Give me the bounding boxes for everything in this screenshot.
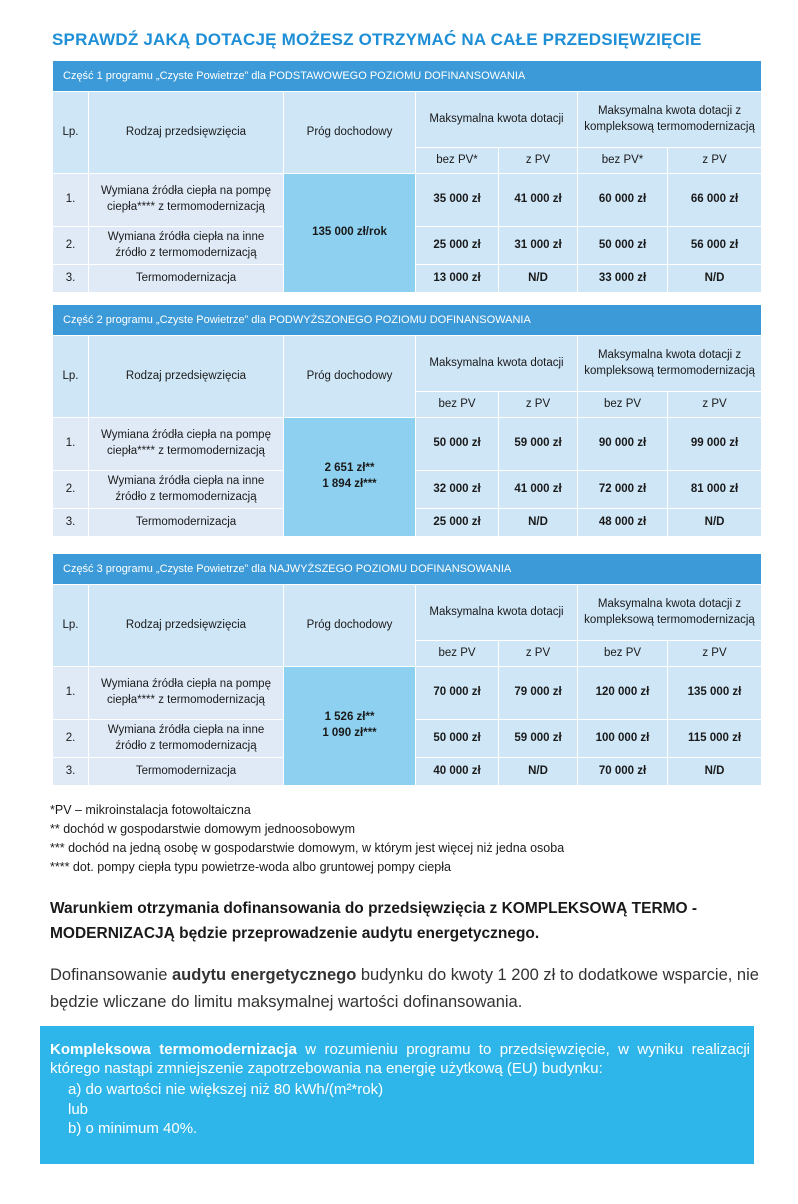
income-threshold: 135 000 zł/rok: [284, 174, 416, 293]
definition-body: w rozumieniu programu to przedsięwzięcie, w wyniku realizacji którego nastąpi zmniejszenie zapotrzebowania na energię użytkową (EU) budynku:: [50, 1041, 750, 1078]
value-complex-with-pv: 115 000 zł: [668, 720, 762, 758]
value-complex-with-pv: 56 000 zł: [668, 227, 762, 265]
value-with-pv: N/D: [499, 758, 578, 786]
row-number: 3.: [53, 509, 89, 537]
col-header-max-grant: Maksymalna kwota dotacji: [416, 92, 578, 148]
value-complex-without-pv: 70 000 zł: [578, 758, 668, 786]
page-heading: SPRAWDŹ JAKĄ DOTACJĘ MOŻESZ OTRZYMAĆ NA CAŁE PRZEDSIĘWZIĘCIE: [52, 30, 702, 49]
value-complex-without-pv: 48 000 zł: [578, 509, 668, 537]
row-type: Termomodernizacja: [89, 265, 284, 293]
col-header-complex-without-pv: bez PV: [578, 641, 668, 667]
subsidy-table-2: [52, 304, 762, 537]
col-header-complex-with-pv: z PV: [668, 148, 762, 174]
row-number: 1.: [53, 174, 89, 227]
value-with-pv: 79 000 zł: [499, 667, 578, 720]
income-threshold: 2 651 zł** 1 894 zł***: [284, 418, 416, 537]
definition-items: [68, 1080, 383, 1139]
value-with-pv: 59 000 zł: [499, 720, 578, 758]
definition-bold: Kompleksowa termomodernizacja: [50, 1041, 297, 1058]
row-number: 2.: [53, 471, 89, 509]
row-number: 1.: [53, 418, 89, 471]
value-complex-without-pv: 100 000 zł: [578, 720, 668, 758]
row-type: Wymiana źródła ciepła na pompę ciepła**** z termomodernizacją: [89, 174, 284, 227]
col-header-without-pv: bez PV: [416, 641, 499, 667]
col-header-max-grant-complex: Maksymalna kwota dotacji z kompleksową termomodernizacją: [578, 336, 762, 392]
col-header-lp: Lp.: [53, 336, 89, 418]
definition-item-a: a) do wartości nie większej niż 80 kWh/(m²*rok): [68, 1081, 384, 1098]
definition-box: [40, 1026, 754, 1164]
value-without-pv: 50 000 zł: [416, 720, 499, 758]
value-complex-without-pv: 60 000 zł: [578, 174, 668, 227]
footnote-single: ** dochód w gospodarstwie domowym jednoosobowym: [50, 822, 356, 836]
footnote-heat-pump: **** dot. pompy ciepła typu powietrze-woda albo gruntowej pompy ciepła: [50, 860, 451, 874]
value-without-pv: 25 000 zł: [416, 509, 499, 537]
audit-condition-text: Warunkiem otrzymania dofinansowania do przedsięwzięcia z KOMPLEKSOWĄ TERMO - MODERNIZACJĄ będzie przeprowadzenie audytu energetycznego.: [50, 900, 698, 942]
col-header-with-pv: z PV: [499, 641, 578, 667]
value-with-pv: N/D: [499, 509, 578, 537]
row-type: Wymiana źródła ciepła na inne źródło z termomodernizacją: [89, 227, 284, 265]
value-without-pv: 70 000 zł: [416, 667, 499, 720]
col-header-without-pv: bez PV*: [416, 148, 499, 174]
col-header-max-grant-complex: Maksymalna kwota dotacji z kompleksową termomodernizacją: [578, 585, 762, 641]
col-header-max-grant: Maksymalna kwota dotacji: [416, 585, 578, 641]
col-header-max-grant-complex: Maksymalna kwota dotacji z kompleksową termomodernizacją: [578, 92, 762, 148]
audit-paragraph: [50, 962, 760, 1016]
value-complex-without-pv: 72 000 zł: [578, 471, 668, 509]
table-caption: Część 1 programu „Czyste Powietrze” dla PODSTAWOWEGO POZIOMU DOFINANSOWANIA: [53, 61, 762, 92]
row-number: 3.: [53, 265, 89, 293]
row-number: 1.: [53, 667, 89, 720]
footnote-pv: *PV – mikroinstalacja fotowoltaiczna: [50, 803, 251, 817]
value-without-pv: 50 000 zł: [416, 418, 499, 471]
col-header-threshold: Próg dochodowy: [284, 336, 416, 418]
col-header-with-pv: z PV: [499, 392, 578, 418]
col-header-complex-without-pv: bez PV: [578, 392, 668, 418]
row-number: 2.: [53, 227, 89, 265]
row-type: Termomodernizacja: [89, 509, 284, 537]
row-type: Wymiana źródła ciepła na inne źródło z termomodernizacją: [89, 471, 284, 509]
value-with-pv: 59 000 zł: [499, 418, 578, 471]
row-type: Wymiana źródła ciepła na pompę ciepła**** z termomodernizacją: [89, 418, 284, 471]
value-without-pv: 13 000 zł: [416, 265, 499, 293]
value-complex-with-pv: N/D: [668, 758, 762, 786]
value-complex-with-pv: N/D: [668, 509, 762, 537]
col-header-with-pv: z PV: [499, 148, 578, 174]
footnote-multi: *** dochód na jedną osobę w gospodarstwie domowym, w którym jest więcej niż jedna osoba: [50, 841, 565, 855]
income-threshold: 1 526 zł** 1 090 zł***: [284, 667, 416, 786]
col-header-complex-with-pv: z PV: [668, 641, 762, 667]
value-without-pv: 25 000 zł: [416, 227, 499, 265]
col-header-lp: Lp.: [53, 585, 89, 667]
value-with-pv: 41 000 zł: [499, 471, 578, 509]
row-type: Wymiana źródła ciepła na pompę ciepła**** z termomodernizacją: [89, 667, 284, 720]
value-without-pv: 35 000 zł: [416, 174, 499, 227]
value-with-pv: N/D: [499, 265, 578, 293]
table-caption: Część 2 programu „Czyste Powietrze” dla PODWYŻSZONEGO POZIOMU DOFINANSOWANIA: [53, 305, 762, 336]
row-type: Termomodernizacja: [89, 758, 284, 786]
row-number: 2.: [53, 720, 89, 758]
col-header-lp: Lp.: [53, 92, 89, 174]
value-complex-with-pv: N/D: [668, 265, 762, 293]
value-complex-without-pv: 120 000 zł: [578, 667, 668, 720]
value-with-pv: 31 000 zł: [499, 227, 578, 265]
definition-item-or: lub: [68, 1100, 89, 1118]
row-number: 3.: [53, 758, 89, 786]
audit-text-after: budynku do kwoty 1 200 zł to dodatkowe wsparcie, nie będzie wliczane do limitu maksymalnej wartości dofinansowania.: [50, 966, 759, 1012]
subsidy-table-1: [52, 60, 762, 293]
value-complex-without-pv: 90 000 zł: [578, 418, 668, 471]
value-without-pv: 32 000 zł: [416, 471, 499, 509]
definition-item-b: b) o minimum 40%.: [68, 1120, 198, 1137]
value-complex-with-pv: 99 000 zł: [668, 418, 762, 471]
col-header-type: Rodzaj przedsięwzięcia: [89, 585, 284, 667]
col-header-complex-without-pv: bez PV*: [578, 148, 668, 174]
audit-text-bold: audytu energetycznego: [172, 966, 357, 984]
value-complex-with-pv: 66 000 zł: [668, 174, 762, 227]
value-complex-without-pv: 50 000 zł: [578, 227, 668, 265]
col-header-without-pv: bez PV: [416, 392, 499, 418]
value-complex-with-pv: 81 000 zł: [668, 471, 762, 509]
subsidy-table-3: [52, 553, 762, 786]
col-header-threshold: Próg dochodowy: [284, 585, 416, 667]
col-header-max-grant: Maksymalna kwota dotacji: [416, 336, 578, 392]
col-header-threshold: Próg dochodowy: [284, 92, 416, 174]
value-without-pv: 40 000 zł: [416, 758, 499, 786]
value-complex-with-pv: 135 000 zł: [668, 667, 762, 720]
col-header-complex-with-pv: z PV: [668, 392, 762, 418]
row-type: Wymiana źródła ciepła na inne źródło z termomodernizacją: [89, 720, 284, 758]
col-header-type: Rodzaj przedsięwzięcia: [89, 336, 284, 418]
table-caption: Część 3 programu „Czyste Powietrze” dla NAJWYŻSZEGO POZIOMU DOFINANSOWANIA: [53, 554, 762, 585]
definition-text: [50, 1040, 750, 1078]
value-complex-without-pv: 33 000 zł: [578, 265, 668, 293]
col-header-type: Rodzaj przedsięwzięcia: [89, 92, 284, 174]
audit-text-before: Dofinansowanie: [50, 966, 172, 984]
value-with-pv: 41 000 zł: [499, 174, 578, 227]
